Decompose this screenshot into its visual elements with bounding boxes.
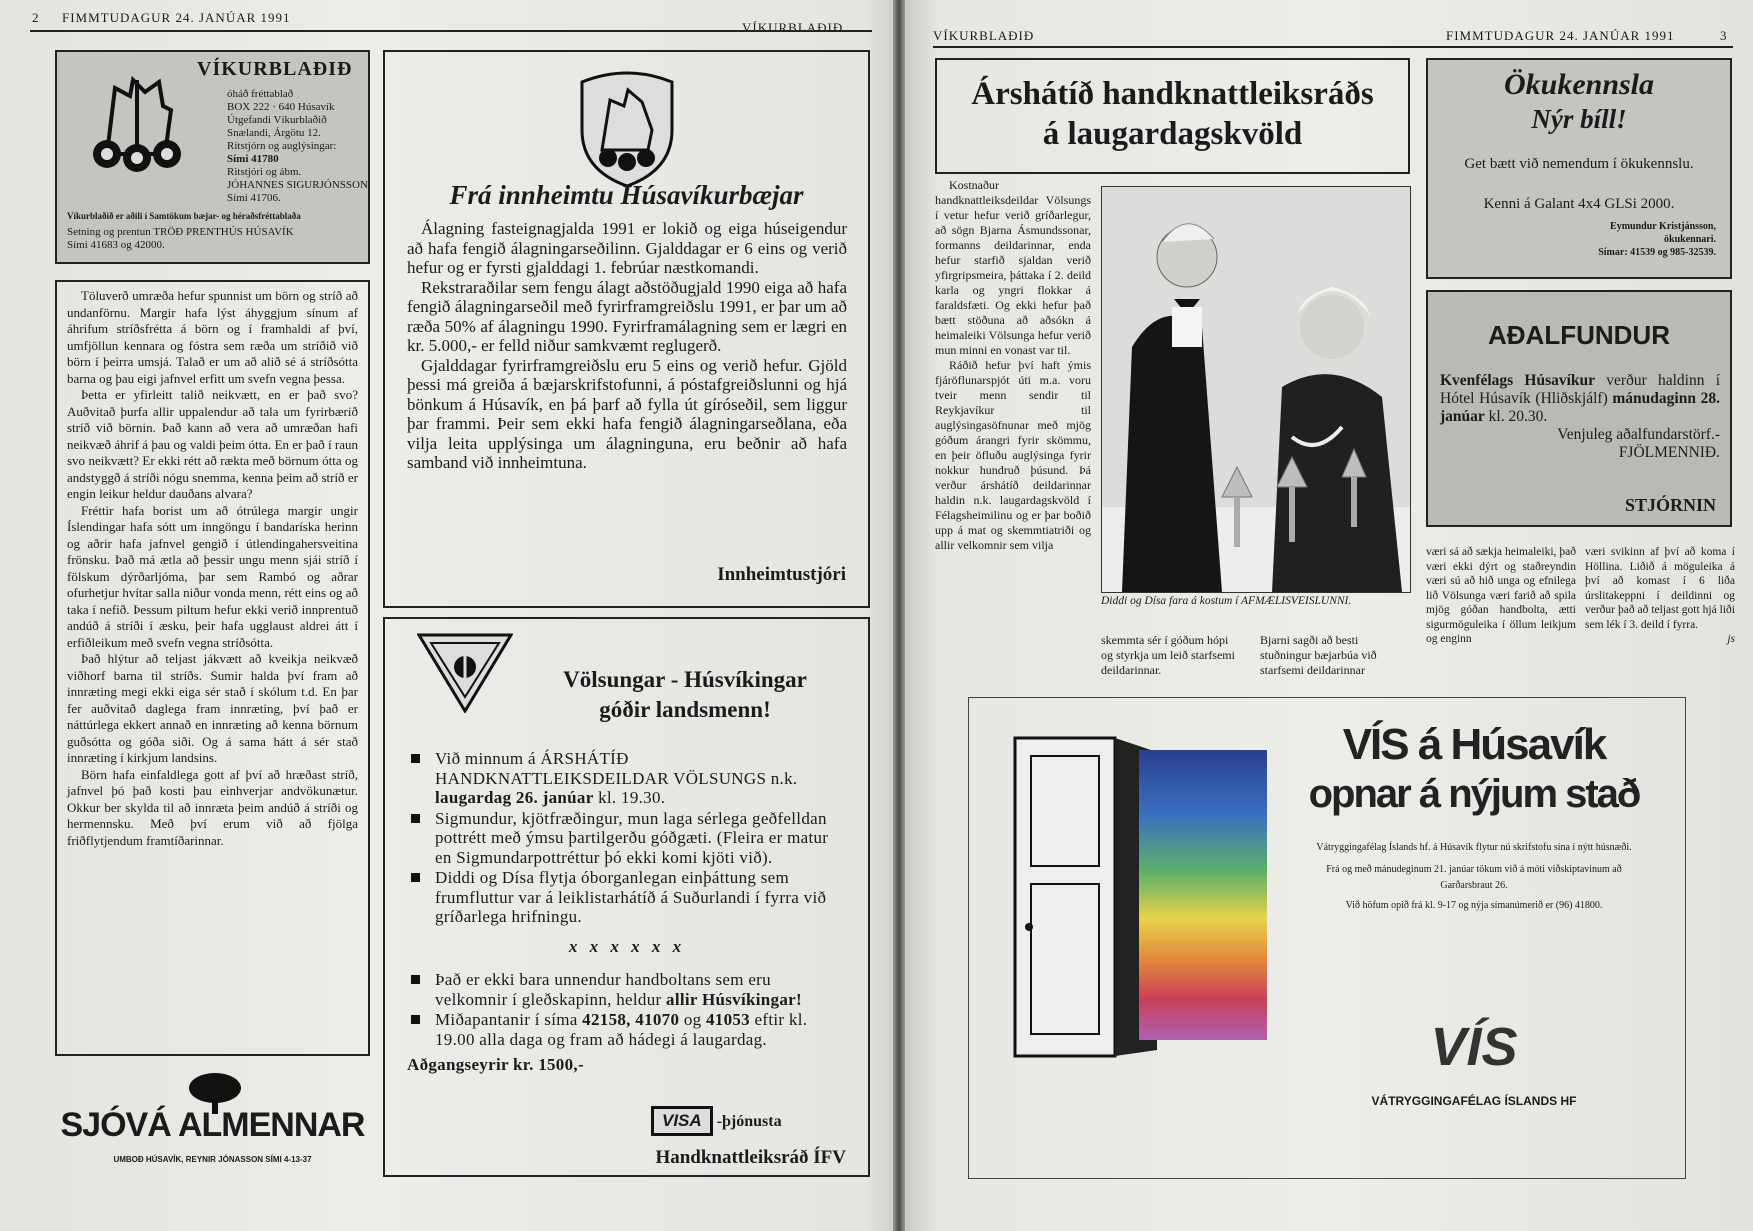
masthead-line: JÓHANNES SIGURJÓNSSON bbox=[227, 179, 368, 191]
left-header-paper: VÍKURBLAÐIÐ bbox=[742, 20, 844, 35]
okukennsla-line2: Kenni á Galant 4x4 GLSi 2000. bbox=[1483, 196, 1675, 212]
rainbow-doorway bbox=[1139, 750, 1267, 1040]
bullet-text: eftir kl. 19.00 alla daga og fram að hádegi á laugardag. bbox=[435, 1010, 808, 1049]
masthead-line: Útgefandi Víkurblaðið bbox=[227, 114, 327, 126]
bullet-bold-text: 42158, 41070 bbox=[582, 1010, 680, 1029]
okukennsla-phone: Símar: 41539 og 985-32539. bbox=[1598, 247, 1716, 258]
article-column-3: væri sá að sækja heimaleiki, það væri ekki dýrt og staðreyndin væri sú að hið unga og efnilega lið Völsunga væri farið að spila mjög góðan handbolta, ætti sigurmöguleika í öllum leikjum og enginn bbox=[1426, 546, 1576, 645]
editorial-paragraph: Töluverð umræða hefur spunnist um börn og stríð að undanförnu. Margir hafa lýst áhyggjum sínum af áhrifum stríðsfrétta á börn og í framhaldi af því, umfjöllun kennara og fóstra sem ræða um stríðið við börn í þeirra umsjá. Talað er um að alið sé á stríðsótta barna og þau eigi jafnvel erfitt um svefn vegna þessa. bbox=[67, 288, 358, 386]
okukennsla-contact bbox=[1598, 220, 1716, 259]
headline-line1: Árshátíð handknattleiksráðs bbox=[971, 76, 1374, 112]
adalfundur-date: mánudaginn 28. janúar bbox=[1440, 390, 1720, 425]
masthead-line: Ritstjórn og auglýsingar: bbox=[227, 140, 337, 152]
vis-paragraph: Við höfum opið frá kl. 9-17 og nýja símanúmerið er (96) 41800. bbox=[1345, 900, 1603, 911]
masthead-line: BOX 222 · 640 Húsavík bbox=[227, 101, 335, 113]
masthead-line: Ritstjóri og ábm. bbox=[227, 166, 302, 178]
town-crest-icon bbox=[572, 70, 682, 190]
notice-box bbox=[383, 50, 870, 608]
bullet-text: Sigmundur, kjötfræðingur, mun laga sérlega geðfelldan pottrétt með ýmsu þartilgerðu góðgæti. (Fleira er matur en Sigmundarpottréttur þó ekki komi kjöti við). bbox=[435, 808, 829, 867]
masthead-lines bbox=[227, 88, 368, 205]
visa-suffix: -þjónusta bbox=[716, 1113, 782, 1130]
bullet-square-icon bbox=[411, 814, 420, 823]
article-paragraph: Kostnaður handknattleiksdeildar Völsungs í vetur hefur verið gríðarlegur, að sögn Bjarna Ásmundssonar, formanns deildarinnar, enda hefur starfið sjaldan verið yfirgripsmeira, þáttaka í 2. deild karla og yngri flokkar á faraldsfæti. Og ekki hefur það bætt stöðuna að aðsókn á heimaleiki Völsunga hefur verið mun minni en vonast var til. bbox=[935, 178, 1091, 357]
editorial-article bbox=[67, 288, 358, 849]
adalfundur-agenda: Venjuleg aðalfundarstörf.- bbox=[1557, 426, 1720, 443]
bullet-bold-text: allir Húsvíkingar! bbox=[666, 989, 802, 1009]
notice-title: Frá innheimtu Húsavíkurbæjar bbox=[449, 180, 804, 210]
vis-logo: VÍS bbox=[1430, 1017, 1518, 1077]
bullet-square-icon bbox=[411, 873, 420, 882]
masthead-line: Sími 41780 bbox=[227, 153, 279, 165]
vis-company: VÁTRYGGINGAFÉLAG ÍSLANDS HF bbox=[1371, 1094, 1577, 1108]
notice-body bbox=[407, 219, 847, 473]
sjova-subline: UMBOÐ HÚSAVÍK, REYNIR JÓNASSON SÍMI 4-13-37 bbox=[113, 1155, 312, 1164]
volsungar-bullets-2 bbox=[407, 970, 847, 1049]
volsungar-signature: Handknattleiksráð ÍFV bbox=[655, 1147, 846, 1168]
masthead-line: Snælandi, Árgötu 12. bbox=[227, 127, 321, 139]
vis-title: VÍS á Húsavík bbox=[1342, 720, 1606, 769]
okukennsla-line1: Get bætt við nemendum í ökukennslu. bbox=[1464, 156, 1694, 172]
editorial-paragraph: Fréttir hafa borist um að ótrúlega margir ungir Íslendingar hafa sótt um inngöngu í bandaríska herinn og aðrir hafa jafnvel gengið í útlendingahersveitina frönsku. Það má ætla að þessir ungu menn sjái stríð í fölskum dýrðarljóma, þar sem Rambó og aðrar ofurhetjur hvítar salla niður vonda menn, rétt eins og að taka í nefið. Þessum piltum hefur ekki verið innprentuð andúð á stríði í æsku, þeir hafa ugglaust aldrei átt í erfiðleikum með svefn vegna stríðsótta. bbox=[67, 502, 358, 650]
bullet-text: kl. 19.30. bbox=[593, 788, 666, 807]
okukennsla-title: Ökukennsla bbox=[1503, 68, 1655, 101]
masthead-line: óháð fréttablað bbox=[227, 88, 294, 100]
volsungar-bullet bbox=[407, 809, 847, 868]
volsungar-separator: x x x x x x bbox=[568, 936, 686, 956]
article-bottom-1: skemmta sér í góðum hópi og styrkja um leið starfsemi deildarinnar. bbox=[1101, 633, 1235, 677]
volsungar-bullet bbox=[407, 970, 847, 1009]
sjova-logo: SJÓVÁ ALMENNAR bbox=[60, 1106, 365, 1144]
bullet-square-icon bbox=[411, 1015, 420, 1024]
adalfundur-time: kl. 20.30. bbox=[1484, 408, 1548, 425]
headline-box bbox=[935, 58, 1410, 174]
volsungar-bullet bbox=[407, 749, 847, 808]
right-header-date: FIMMTUDAGUR 24. JANÚAR 1991 bbox=[1446, 28, 1675, 43]
right-page bbox=[905, 0, 1753, 1231]
photo-caption: Diddi og Dísa fara á kostum í AFMÆLISVEISLUNNI. bbox=[1101, 595, 1352, 607]
left-header-date: FIMMTUDAGUR 24. JANÚAR 1991 bbox=[62, 10, 291, 25]
okukennsla-subtitle: Nýr bíll! bbox=[1531, 104, 1627, 134]
volsungur-club-logo bbox=[417, 633, 513, 713]
bullet-square-icon bbox=[411, 975, 420, 984]
adalfundur-call: FJÖLMENNIÐ. bbox=[1618, 444, 1720, 461]
right-header-rule bbox=[933, 46, 1733, 48]
bullet-text: Diddi og Dísa flytja óborganlegan einþáttung sem frumfluttur var á leiklistarhátíð á Suðurlandi í fyrra við gríðarlega hrifningu. bbox=[435, 868, 827, 926]
notice-paragraph: Álagning fasteignagjalda 1991 er lokið og eiga húseigendur að hafa fengið álagningarseðilinn. Gjalddagar er 6 eins og verið hefur og er fyrsti gjalddagi 1. febrúar næstkomandi. bbox=[407, 219, 847, 277]
article-signature: js bbox=[1727, 633, 1735, 645]
adalfundur-ad bbox=[1426, 290, 1732, 527]
bullet-bold-text: laugardag 26. janúar bbox=[435, 788, 594, 807]
vis-subtitle: opnar á nýjum stað bbox=[1308, 772, 1640, 816]
volsungar-body bbox=[407, 749, 847, 1075]
headline-line2: á laugardagskvöld bbox=[1042, 116, 1303, 152]
spread-gutter bbox=[893, 0, 905, 1231]
right-page-number: 3 bbox=[1720, 28, 1728, 43]
article-paragraph: Ráðið hefur því haft ýmis fjáröflunarspjót úti m.a. voru tveir menn sendir til Reykjavíkur til auglýsingasöfnunar með mjög góðum árangri fyrir skömmu, en þeir öfluðu auglýsinga fyrir nokkur hundruð þúsund. Þá verður árshátíð deildarinnar haldin n.k. laugardagskvöld í Félagsheimilinu og er þar boðið upp á mat og skemmtiatriði og allir velkomnir sem vilja bbox=[935, 358, 1091, 552]
okukennsla-name: Eymundur Kristjánsson, bbox=[1610, 221, 1716, 232]
volsungar-bullet bbox=[407, 868, 847, 927]
volsungar-title-line2: góðir landsmenn! bbox=[599, 697, 771, 722]
bullet-text: Miðapantanir í síma bbox=[435, 1010, 583, 1029]
volsungar-price: Aðgangseyrir kr. 1500,- bbox=[407, 1055, 584, 1074]
article-col4-text: væri svikinn af því að koma í Höllina. Liðið á möguleika á því að komast í 6 liða úrslitakeppni í deildinni og verður það að teljast gott hjá liði sem lék í 3. deild í fyrra. bbox=[1585, 546, 1735, 631]
bullet-text: og bbox=[679, 1010, 706, 1029]
door-illustration bbox=[1009, 732, 1159, 1062]
volsungar-bullet bbox=[407, 1010, 847, 1049]
adalfundur-org: Kvenfélags Húsavíkur bbox=[1440, 372, 1596, 389]
notice-paragraph: Gjalddagar fyrirframgreiðslu eru 5 eins og verið hefur. Gjöld þessi má greiða á bæjarskrifstofunni, á póstafgreiðslunni og hjá bönkum á Húsavík, en þá þarf að fylla út gíróseðil, sem liggur þar frammi. Þeir sem ekki hafa fengið álagningarseðlana, eða vilja leita upplýsinga um álagninguna, eru beðnir að hafa samband við innheimtuna. bbox=[407, 355, 847, 472]
volsungar-bullets bbox=[407, 749, 847, 927]
photo-image bbox=[1102, 187, 1410, 592]
okukennsla-role: ökukennari. bbox=[1664, 234, 1716, 245]
vis-body bbox=[1309, 840, 1639, 914]
article-column-4 bbox=[1585, 545, 1735, 647]
notice-paragraph: Rekstraraðilar sem fengu álagt aðstöðugjald 1990 eiga að hafa fengið álagningarseðil með fyrirframgreiðslu 1991, er þar um að ræða 50% af álagningu 1990. Fyrirframálagning sem er lægri en kr. 5.000,- er felld niður samkvæmt reglugerð. bbox=[407, 277, 847, 355]
vis-ad bbox=[968, 697, 1686, 1179]
adalfundur-title: AÐALFUNDUR bbox=[1488, 320, 1670, 350]
visa-service bbox=[651, 1106, 782, 1136]
adalfundur-signature: STJÓRNIN bbox=[1624, 495, 1716, 515]
vis-paragraph: Vátryggingafélag Íslands hf. á Húsavík flytur nú skrifstofu sína í nýtt húsnæði. bbox=[1316, 842, 1632, 853]
article-bottom-2: Bjarni sagði að besti stuðningur bæjarbúa við starfsemi deildarinnar bbox=[1260, 633, 1377, 677]
adalfundur-body bbox=[1440, 372, 1720, 462]
masthead-title: VÍKURBLAÐIÐ bbox=[197, 58, 353, 80]
adalfundur-text: verður haldinn í Hótel Húsavík (Hliðskjálf) bbox=[1440, 372, 1720, 407]
masthead-line: Sími 41706. bbox=[227, 192, 281, 204]
photo-diddi-disa bbox=[1101, 186, 1411, 593]
sjova-ad bbox=[55, 1072, 370, 1172]
okukennsla-ad bbox=[1426, 58, 1732, 279]
bullet-text: Það er ekki bara unnendur handboltans sem eru velkomnir í gleðskapinn, heldur bbox=[435, 970, 771, 1009]
left-page-number: 2 bbox=[32, 10, 40, 25]
editorial-paragraph: Þetta er yfirleitt talið neikvætt, en er það svo? Auðvitað þurfa allir uppalendur að tala um fyrirbærið stríð við börnin. Það kann að vera að umræðan hafi neikvæð áhrif á þau og valdi þeim ótta. En er það í raun svo neikvætt? Er ekki rétt að rækta með börnum ótta og andstyggð á stríði nógu snemma, kenna þeim að stríð er engin leikur heldur dauðans alvara? bbox=[67, 387, 358, 501]
editorial-paragraph: Börn hafa einfaldlega gott af því að hræðast stríð, jafnvel þó það kosti þau einhverjar andvökunætur. Okkur ber skylda til að innræta þeim andúð á stríði og hermennsku. Með því erum við að fjölga friðflytjendum framtíðarinnar. bbox=[67, 766, 358, 848]
editorial-paragraph: Það hlýtur að teljast jákvætt að kveikja neikvæð viðhorf barna til stríðs. Sumir halda því fram að innræting megi ekki eiga sér stað í skólum t.d. En þar fer auðvitað daglega fram innræting, því það er náttúrlega ekkert annað en innræting að kenna börnum guðsótta og góða siði. Og á sama hátt á sér stað innræting í kirkjum landsins. bbox=[67, 651, 358, 765]
notice-signature: Innheimtustjóri bbox=[717, 564, 846, 585]
volsungar-ad-box bbox=[383, 617, 870, 1177]
volsungar-title-line1: Völsungar - Húsvíkingar bbox=[563, 667, 807, 692]
masthead-member: Víkurblaðið er aðili í Samtökum bæjar- og héraðsfréttablaða bbox=[67, 211, 301, 221]
right-header-paper: VÍKURBLAÐIÐ bbox=[933, 28, 1035, 43]
visa-logo: VISA bbox=[651, 1106, 713, 1136]
editorial-box bbox=[55, 280, 370, 1056]
bullet-text: Við minnum á ÁRSHÁTÍÐ HANDKNATTLEIKSDEILDAR VÖLSUNGS n.k. bbox=[435, 749, 798, 788]
viking-ship-logo bbox=[85, 66, 190, 176]
bullet-bold-text: 41053 bbox=[705, 1010, 750, 1029]
article-column-1 bbox=[935, 178, 1091, 553]
bullet-square-icon bbox=[411, 754, 420, 763]
left-header-rule bbox=[30, 30, 872, 32]
masthead-print: Setning og prentun TRÖÐ PRENTHÚS HÚSAVÍK Sími 41683 og 42000. bbox=[67, 226, 294, 251]
masthead-box bbox=[55, 50, 370, 264]
vis-paragraph: Frá og með mánudeginum 21. janúar tökum við á móti viðskiptavinum að Garðarsbraut 26. bbox=[1326, 864, 1622, 891]
